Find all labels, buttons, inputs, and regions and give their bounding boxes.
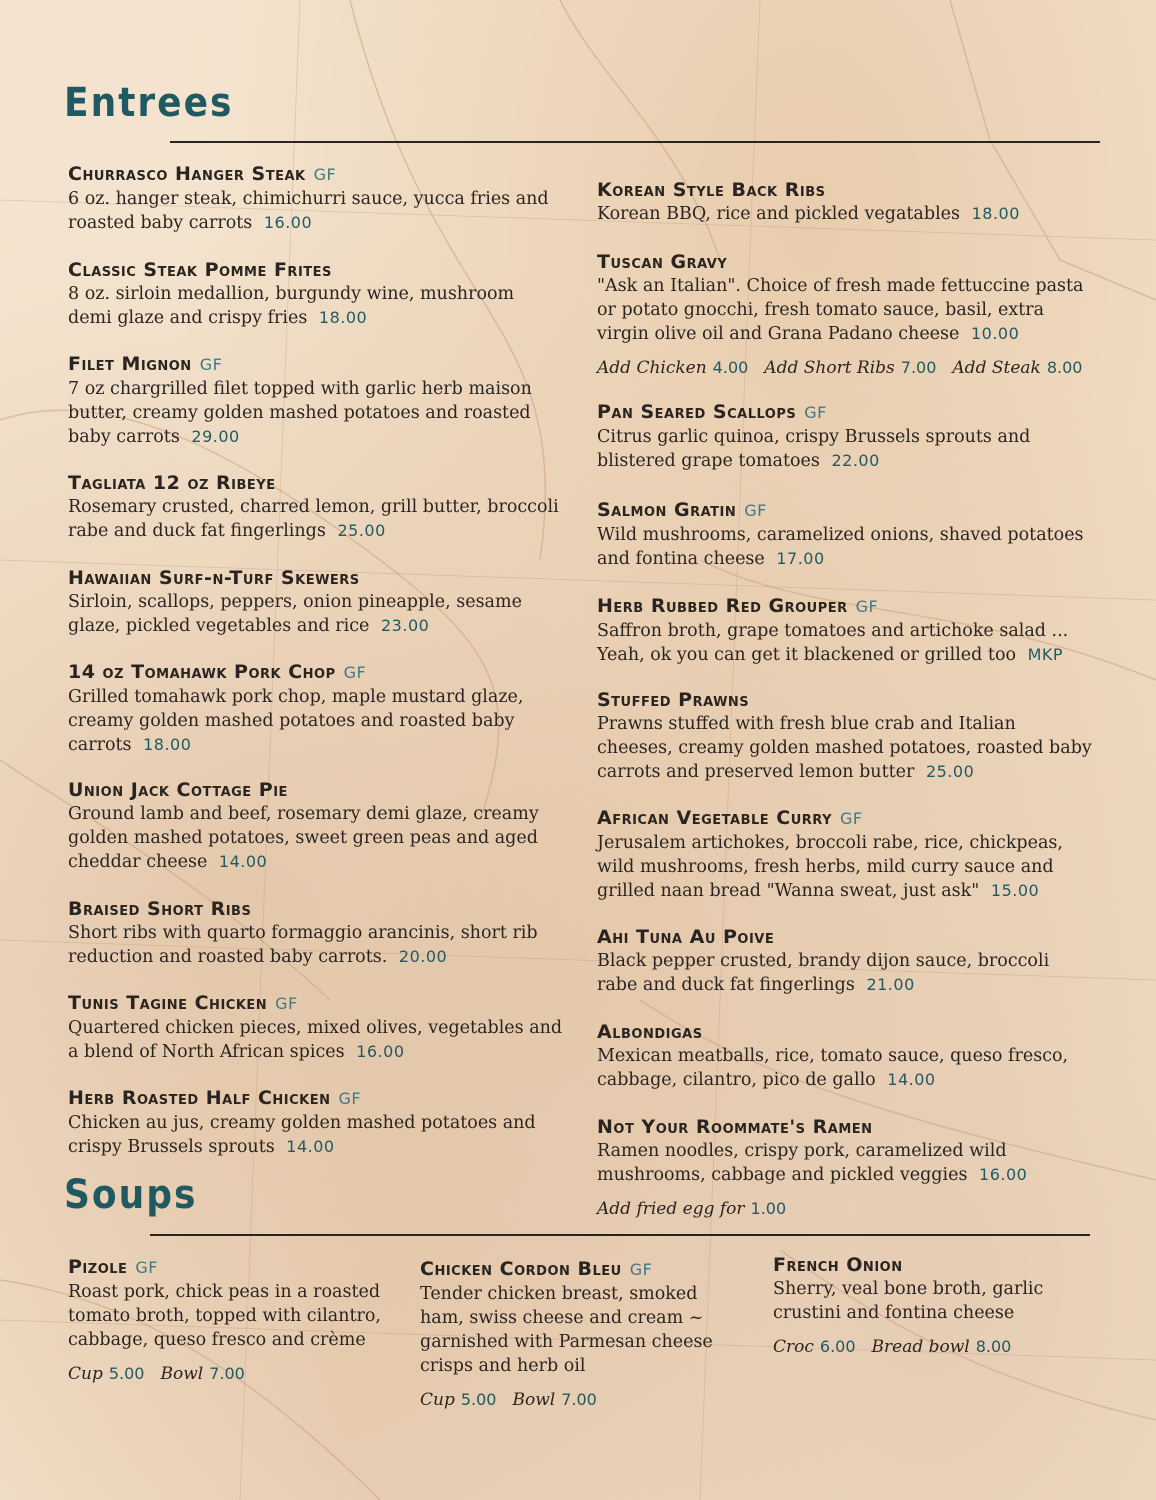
item-description bbox=[68, 921, 563, 969]
addon-label: Bowl bbox=[160, 1364, 204, 1384]
item-description-text: Sherry, veal bone broth, garlic crustini and fontina cheese bbox=[773, 1279, 1044, 1323]
item-name-text: Herb Roasted Half Chicken bbox=[68, 1087, 331, 1109]
menu-item bbox=[68, 258, 563, 330]
item-price: 14.00 bbox=[887, 1070, 936, 1089]
menu-item bbox=[773, 1253, 1073, 1359]
item-description bbox=[68, 1280, 398, 1352]
item-description bbox=[597, 712, 1092, 784]
item-description-text: Jerusalem artichokes, broccoli rabe, rice, chickpeas, wild mushrooms, fresh herbs, mild curry sauce and grilled naan bread "Wanna sweat, just ask" bbox=[597, 833, 1063, 901]
addon-price: 8.00 bbox=[975, 1337, 1012, 1356]
item-name bbox=[68, 471, 563, 495]
gluten-free-icon: GF bbox=[629, 1260, 653, 1279]
item-price: 16.00 bbox=[263, 213, 313, 232]
item-description-text: 8 oz. sirloin medallion, burgundy wine, mushroom demi glaze and crispy fries bbox=[68, 284, 515, 328]
menu-item bbox=[597, 688, 1092, 784]
item-price: 29.00 bbox=[191, 427, 240, 446]
item-name bbox=[597, 250, 1092, 274]
item-description-text: Citrus garlic quinoa, crispy Brussels sprouts and blistered grape tomatoes bbox=[597, 427, 1031, 471]
item-name bbox=[68, 778, 563, 802]
item-name bbox=[597, 925, 1092, 949]
item-description-text: Saffron broth, grape tomatoes and artichoke salad ... Yeah, ok you can get it blackened or grilled too bbox=[597, 621, 1069, 665]
item-name-text: Chicken Cordon Bleu bbox=[420, 1258, 622, 1280]
menu-item bbox=[68, 566, 563, 638]
menu-item bbox=[68, 1086, 563, 1159]
menu-item bbox=[597, 400, 1092, 473]
item-description bbox=[597, 202, 1092, 226]
addon-price: 8.00 bbox=[1046, 358, 1083, 377]
addon-label: Bowl bbox=[512, 1390, 556, 1410]
item-description bbox=[597, 831, 1092, 903]
item-description-text: "Ask an Italian". Choice of fresh made fettuccine pasta or potato gnocchi, fresh tomato sauce, basil, extra virgin olive oil and Grana Padano cheese bbox=[597, 276, 1084, 344]
menu-item bbox=[597, 1115, 1092, 1221]
menu-item bbox=[68, 471, 563, 543]
item-name-text: Tunis Tagine Chicken bbox=[68, 992, 268, 1014]
menu-item bbox=[597, 1020, 1092, 1092]
item-name-text: French Onion bbox=[773, 1254, 903, 1276]
item-addons bbox=[68, 1362, 398, 1386]
item-name bbox=[597, 594, 1092, 619]
soups-header bbox=[64, 1172, 197, 1218]
item-description bbox=[68, 802, 563, 874]
item-description-text: Black pepper crusted, brandy dijon sauce, broccoli rabe and duck fat fingerlings bbox=[597, 951, 1050, 995]
menu-item bbox=[597, 594, 1092, 667]
gluten-free-icon: GF bbox=[804, 403, 827, 422]
addon-label: Add Steak bbox=[952, 358, 1041, 378]
item-name bbox=[68, 1086, 563, 1111]
item-name-text: Tuscan Gravy bbox=[597, 251, 728, 273]
gluten-free-icon: GF bbox=[313, 165, 337, 184]
item-name-text: Not Your Roommate's Ramen bbox=[597, 1116, 873, 1138]
item-price: 17.00 bbox=[776, 549, 825, 568]
item-description bbox=[420, 1282, 730, 1378]
item-name bbox=[597, 688, 1092, 712]
item-name bbox=[597, 178, 1092, 202]
item-description-text: 6 oz. hanger steak, chimichurri sauce, yucca fries and roasted baby carrots bbox=[68, 189, 549, 233]
addon-price: 4.00 bbox=[712, 358, 749, 377]
item-description-text: Korean BBQ, rice and pickled vegatables bbox=[597, 204, 961, 224]
menu-item bbox=[68, 991, 563, 1064]
item-price: 18.00 bbox=[143, 735, 192, 754]
gluten-free-icon: GF bbox=[343, 663, 367, 682]
item-price: 15.00 bbox=[990, 881, 1040, 900]
entrees-rule bbox=[170, 141, 1100, 143]
gluten-free-icon: GF bbox=[338, 1089, 362, 1108]
addon-price: 6.00 bbox=[819, 1337, 856, 1356]
item-description bbox=[597, 1044, 1092, 1092]
item-name bbox=[420, 1257, 730, 1282]
item-description bbox=[68, 590, 563, 638]
item-price: 16.00 bbox=[979, 1165, 1028, 1184]
item-name-text: Stuffed Prawns bbox=[597, 689, 750, 711]
addon-price: 7.00 bbox=[561, 1390, 597, 1409]
item-description bbox=[68, 495, 563, 543]
entrees-header bbox=[64, 80, 233, 126]
item-description-text: Sirloin, scallops, peppers, onion pineapple, sesame glaze, pickled vegetables and rice bbox=[68, 592, 522, 636]
item-name bbox=[597, 1020, 1092, 1044]
item-description-text: Rosemary crusted, charred lemon, grill butter, broccoli rabe and duck fat fingerlings bbox=[68, 497, 559, 541]
item-price: 23.00 bbox=[381, 616, 430, 635]
gluten-free-icon: GF bbox=[840, 809, 863, 828]
item-name bbox=[68, 258, 563, 282]
item-description bbox=[68, 377, 563, 449]
item-price: 18.00 bbox=[971, 204, 1020, 223]
soups-title: Soups bbox=[64, 1172, 198, 1218]
item-price: 25.00 bbox=[337, 521, 386, 540]
item-name-text: African Vegetable Curry bbox=[597, 807, 832, 829]
item-name-text: Union Jack Cottage Pie bbox=[68, 779, 288, 801]
item-name-text: Hawaiian Surf-n-Turf Skewers bbox=[68, 567, 360, 589]
item-name bbox=[68, 991, 563, 1016]
item-name-text: Churrasco Hanger Steak bbox=[68, 163, 306, 185]
item-description-text: Quartered chicken pieces, mixed olives, vegetables and a blend of North African spices bbox=[68, 1018, 563, 1062]
item-description-text: Short ribs with quarto formaggio arancinis, short rib reduction and roasted baby carrots. bbox=[68, 923, 538, 967]
item-name bbox=[68, 1255, 398, 1280]
menu-item bbox=[420, 1257, 730, 1412]
addon-price: 7.00 bbox=[900, 358, 937, 377]
menu-item bbox=[597, 925, 1092, 997]
item-description bbox=[597, 619, 1092, 667]
item-price: 16.00 bbox=[356, 1042, 405, 1061]
item-price: 25.00 bbox=[925, 762, 975, 781]
item-name bbox=[68, 162, 563, 187]
item-description bbox=[68, 282, 563, 330]
menu-item bbox=[597, 250, 1092, 380]
item-description-text: Ground lamb and beef, rosemary demi glaze, creamy golden mashed potatoes, sweet green peas and aged cheddar cheese bbox=[68, 804, 539, 872]
item-price: 20.00 bbox=[398, 947, 448, 966]
item-name bbox=[68, 352, 563, 377]
item-name-text: Herb Rubbed Red Grouper bbox=[597, 595, 848, 617]
menu-item bbox=[597, 498, 1092, 571]
item-price: 18.00 bbox=[318, 308, 368, 327]
item-description-text: 7 oz chargrilled filet topped with garlic herb maison butter, creamy golden mashed potatoes and roasted baby carrots bbox=[68, 379, 532, 447]
item-name bbox=[597, 806, 1092, 831]
item-name-text: Salmon Gratin bbox=[597, 499, 737, 521]
item-name bbox=[68, 660, 563, 685]
item-addons bbox=[420, 1388, 730, 1412]
item-name-text: 14 oz Tomahawk Pork Chop bbox=[68, 661, 336, 683]
menu-item bbox=[68, 352, 563, 449]
menu-item bbox=[68, 778, 563, 874]
item-description bbox=[597, 949, 1092, 997]
addon-label: Add Chicken bbox=[597, 358, 707, 378]
addon-label: Add Short Ribs bbox=[764, 358, 895, 378]
gluten-free-icon: GF bbox=[135, 1258, 159, 1277]
item-description-text: Grilled tomahawk pork chop, maple mustard glaze, creamy golden mashed potatoes and roasted baby carrots bbox=[68, 687, 524, 755]
addon-label: Bread bowl bbox=[871, 1337, 970, 1357]
item-description bbox=[68, 1016, 563, 1064]
item-name bbox=[773, 1253, 1073, 1277]
item-description bbox=[773, 1277, 1073, 1325]
menu-item bbox=[597, 178, 1092, 226]
item-name-text: Albondigas bbox=[597, 1021, 703, 1043]
item-description-text: Prawns stuffed with fresh blue crab and Italian cheeses, creamy golden mashed potatoes, roasted baby carrots and preserved lemon butter bbox=[597, 714, 1092, 782]
item-name-text: Pan Seared Scallops bbox=[597, 401, 797, 423]
item-name bbox=[597, 400, 1092, 425]
item-price: 22.00 bbox=[831, 451, 880, 470]
addon-label: Add fried egg for bbox=[597, 1199, 745, 1219]
addon-label: Croc bbox=[773, 1337, 814, 1357]
addon-label: Cup bbox=[68, 1364, 103, 1384]
item-description-text: Wild mushrooms, caramelized onions, shaved potatoes and fontina cheese bbox=[597, 525, 1084, 569]
item-description bbox=[597, 274, 1092, 346]
item-description bbox=[68, 1111, 563, 1159]
item-name bbox=[68, 897, 563, 921]
item-description-text: Chicken au jus, creamy golden mashed potatoes and crispy Brussels sprouts bbox=[68, 1113, 536, 1157]
item-name bbox=[68, 566, 563, 590]
item-description-text: Roast pork, chick peas in a roasted tomato broth, topped with cilantro, cabbage, queso fresco and crème bbox=[68, 1282, 381, 1350]
item-name-text: Pizole bbox=[68, 1256, 128, 1278]
item-description bbox=[68, 187, 563, 235]
item-addons bbox=[597, 356, 1092, 380]
menu-item bbox=[597, 806, 1092, 903]
item-description bbox=[597, 425, 1092, 473]
entrees-title: Entrees bbox=[64, 80, 234, 126]
item-name-text: Braised Short Ribs bbox=[68, 898, 252, 920]
addon-price: 5.00 bbox=[460, 1390, 497, 1409]
gluten-free-icon: GF bbox=[855, 597, 879, 616]
gluten-free-icon: GF bbox=[199, 355, 223, 374]
addon-label: Cup bbox=[420, 1390, 455, 1410]
item-price: 14.00 bbox=[218, 852, 268, 871]
item-description-text: Tender chicken breast, smoked ham, swiss cheese and cream ~ garnished with Parmesan cheese crisps and herb oil bbox=[420, 1284, 713, 1376]
item-description-text: Mexican meatballs, rice, tomato sauce, queso fresco, cabbage, cilantro, pico de gallo bbox=[597, 1046, 1069, 1090]
addon-price: 7.00 bbox=[209, 1364, 245, 1383]
item-name-text: Filet Mignon bbox=[68, 353, 192, 375]
item-name-text: Korean Style Back Ribs bbox=[597, 179, 826, 201]
item-addons bbox=[597, 1197, 1092, 1221]
item-name bbox=[597, 1115, 1092, 1139]
menu-item bbox=[68, 1255, 398, 1386]
item-description bbox=[597, 1139, 1092, 1187]
item-price: 10.00 bbox=[970, 324, 1020, 343]
item-description bbox=[68, 685, 563, 757]
item-name-text: Ahi Tuna Au Poive bbox=[597, 926, 775, 948]
menu-item bbox=[68, 897, 563, 969]
item-name-text: Tagliata 12 oz Ribeye bbox=[68, 472, 276, 494]
gluten-free-icon: GF bbox=[744, 501, 767, 520]
item-description bbox=[597, 523, 1092, 571]
item-name-text: Classic Steak Pomme Frites bbox=[68, 259, 332, 281]
addon-price: 1.00 bbox=[750, 1199, 787, 1218]
item-description-text: Ramen noodles, crispy pork, caramelized wild mushrooms, cabbage and pickled veggies bbox=[597, 1141, 1007, 1185]
item-price: 21.00 bbox=[866, 975, 915, 994]
item-price: MKP bbox=[1027, 645, 1064, 664]
addon-price: 5.00 bbox=[108, 1364, 145, 1383]
item-price: 14.00 bbox=[286, 1137, 335, 1156]
menu-item bbox=[68, 162, 563, 235]
menu-item bbox=[68, 660, 563, 757]
item-name bbox=[597, 498, 1092, 523]
item-addons bbox=[773, 1335, 1073, 1359]
soups-rule bbox=[150, 1234, 1090, 1236]
gluten-free-icon: GF bbox=[275, 994, 298, 1013]
